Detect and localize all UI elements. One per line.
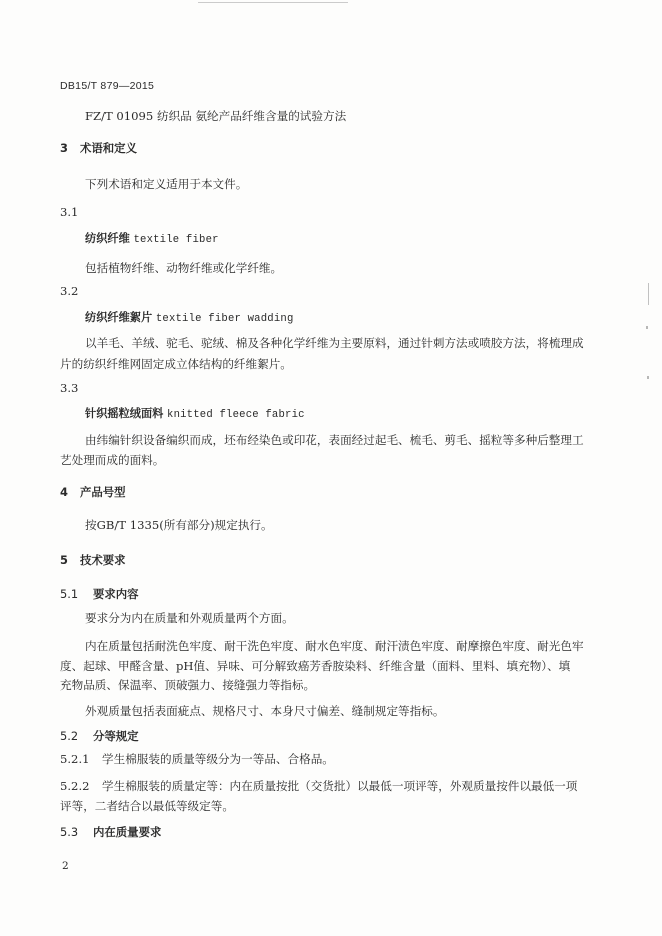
term-zh: 针织摇粒绒面料 <box>85 407 164 420</box>
subclause-title: 内在质量要求 <box>93 825 162 839</box>
scan-edge-mark <box>648 283 649 305</box>
item-5-2-1 <box>60 751 334 767</box>
term-en: textile fiber <box>133 234 219 246</box>
term-definition: 由纬编针织设备编织而成，坯布经染色或印花，表面经过起毛、梳毛、剪毛、摇粒等多种后整理工 <box>85 433 584 447</box>
item-text-continued: 评等，二者结合以最低等级定等。 <box>60 799 234 813</box>
clause-5-heading <box>60 552 126 568</box>
term-zh: 纺织纤维絮片 <box>85 311 153 324</box>
paragraph-line: 外观质量包括表面疵点、规格尺寸、本身尺寸偏差、缝制规定等指标。 <box>85 704 445 718</box>
subclause-number: 5.3 <box>60 825 79 839</box>
clause-4-body: 按GB/T 1335(所有部分)规定执行。 <box>85 518 273 532</box>
term-definition: 以羊毛、羊绒、驼毛、驼绒、棉及各种化学纤维为主要原料，通过针刺方法或喷胶方法，将梳理成 <box>85 336 584 350</box>
term-number: 3.1 <box>60 205 79 219</box>
term-en: knitted fleece fabric <box>167 409 305 421</box>
clause-title: 产品号型 <box>80 485 126 499</box>
subclause-title: 要求内容 <box>93 587 139 601</box>
scan-edge-mark <box>647 376 649 379</box>
item-text: 学生棉服装的质量定等：内在质量按批（交货批）以最低一项评等，外观质量按件以最低一项 <box>102 779 578 793</box>
term-heading <box>85 309 294 325</box>
item-5-2-2 <box>60 778 577 794</box>
subclause-5-3-heading <box>60 824 161 840</box>
paragraph-line: 度、起球、甲醛含量、pH值、异味、可分解致癌芳香胺染料、纤维含量（面料、里料、填充物）、填 <box>60 659 571 673</box>
term-definition: 艺处理而成的面料。 <box>60 453 165 467</box>
term-en: textile fiber wadding <box>155 313 294 325</box>
term-number: 3.3 <box>60 381 79 395</box>
clause-3-heading <box>60 140 137 156</box>
term-heading <box>85 405 305 421</box>
term-definition: 片的纺织纤维网固定成立体结构的纤维絮片。 <box>60 357 292 371</box>
normative-reference: FZ/T 01095 纺织品 氨纶产品纤维含量的试验方法 <box>85 109 347 123</box>
item-number: 5.2.2 <box>60 779 90 793</box>
document-code: DB15/T 879—2015 <box>60 80 155 92</box>
subclause-5-2-heading <box>60 728 139 744</box>
subclause-title: 分等规定 <box>93 729 139 743</box>
scan-top-line <box>198 2 348 3</box>
clause-title: 术语和定义 <box>80 141 137 155</box>
subclause-number: 5.2 <box>60 729 79 743</box>
clause-number: 3 <box>60 141 68 155</box>
item-number: 5.2.1 <box>60 752 90 766</box>
page-number: 2 <box>62 860 69 872</box>
term-number: 3.2 <box>60 284 79 298</box>
clause-number: 4 <box>60 485 68 499</box>
term-zh: 纺织纤维 <box>85 232 130 245</box>
term-heading <box>85 230 219 246</box>
clause-3-intro: 下列术语和定义适用于本文件。 <box>85 177 248 191</box>
paragraph-line: 要求分为内在质量和外观质量两个方面。 <box>85 611 294 625</box>
item-text: 学生棉服装的质量等级分为一等品、合格品。 <box>102 752 334 766</box>
subclause-5-1-heading <box>60 586 139 602</box>
subclause-number: 5.1 <box>60 587 79 601</box>
clause-4-heading <box>60 484 126 500</box>
paragraph-line: 充物品质、保温率、顶破强力、接缝强力等指标。 <box>60 678 316 692</box>
clause-number: 5 <box>60 553 68 567</box>
term-definition: 包括植物纤维、动物纤维或化学纤维。 <box>85 261 283 275</box>
scan-edge-mark <box>646 326 648 329</box>
paragraph-line: 内在质量包括耐洗色牢度、耐干洗色牢度、耐水色牢度、耐汗渍色牢度、耐摩擦色牢度、耐光色牢 <box>85 639 584 653</box>
clause-title: 技术要求 <box>80 553 126 567</box>
